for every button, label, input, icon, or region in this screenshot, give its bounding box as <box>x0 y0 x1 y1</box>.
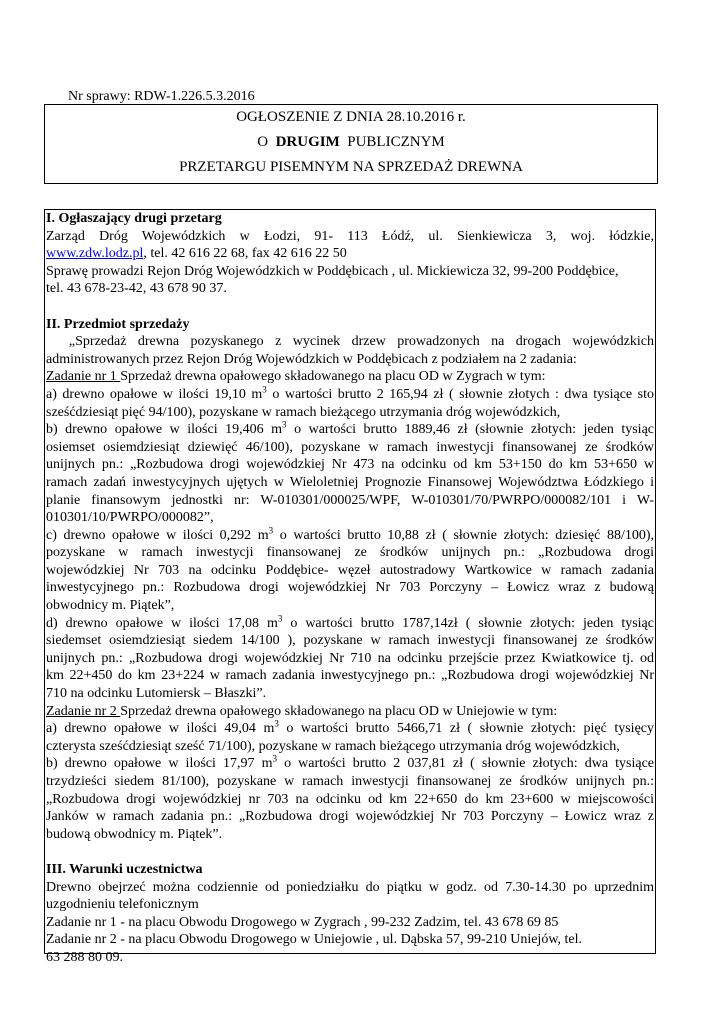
section-3-line-5: 63 288 80 09. <box>46 949 123 965</box>
item-2b-line-4: Janków w ramach zadania pn.: „Rozbudowa drogi wojewódzkiej Nr 703 Porczyny – Łowicz wraz z <box>46 809 654 825</box>
section-3-line-4: Zadanie nr 2 - na placu Obwodu Drogowego w Uniejowie , ul. Dąbska 57, 99-210 Uniejów, tel. <box>46 932 583 948</box>
section-3-line-1: Drewno obejrzeć można codziennie od poniedziałku do piątku w godz. od 7.30-14.30 po uprzednim <box>46 879 654 895</box>
section-1-heading: I. Ogłaszający drugi przetarg <box>46 211 222 226</box>
item-2b-line-1: b) drewno opałowe w ilości 17,97 $m^3$ o wartości brutto 2 037,81 zł ( słownie złotych: dwa tysiące <box>46 753 654 772</box>
website-link[interactable]: www.zdw.lodz.pl <box>46 246 144 262</box>
item-2b-line-5: budową obwodnicy m. Piątek”. <box>46 826 223 842</box>
item-1c-line-3: wojewódzkiej Nr 703 na odcinku Poddębice- węzeł autostradowy Wartkowice w ramach zadania <box>46 562 654 578</box>
item-2a-line-1: a) drewno opałowe w ilości 49,04 $m^3$ o wartości brutto 5466,71 zł ( słownie złotych: pięć tysięcy <box>46 718 654 737</box>
item-1d-line-1: d) drewno opałowe w ilości 17,08 $m^3$ o wartości brutto 1787,14zł ( słownie złotych: jeden tysiąc <box>46 613 654 631</box>
item-1b-line-1: b) drewno opałowe w ilości 19,406 $m^3$ o wartości brutto 1889,46 zł (słownie złotych: jeden tysiąc <box>46 419 654 438</box>
case-number: Nr sprawy: RDW-1.226.5.3.2016 <box>68 89 255 104</box>
item-2b-line-3: „Rozbudowa drogi wojewódzkiej nr 703 na odcinku od km 22+650 do km 23+600 w miejscowości <box>46 791 654 807</box>
announcement-content <box>44 209 656 965</box>
section-2-intro-1: „Sprzedaż drewna pozyskanego z wycinek drzew prowadzonych na drogach wojewódzkich <box>46 334 654 350</box>
title-line-2 <box>45 130 657 155</box>
section-1-line-3: Sprawę prowadzi Rejon Dróg Wojewódzkich w Poddębicach , ul. Mickiewicza 32, 99-200 Poddębice, <box>46 263 619 279</box>
task-2-label: Zadanie nr 2 <box>46 703 121 719</box>
item-2a-line-2: czterysta sześćdziesiąt sześć 71/100), pozyskane w ramach bieżącego utrzymania dróg wojewódzkich, <box>46 738 620 754</box>
announcement-title-box <box>44 104 658 184</box>
item-1c-line-4: inwestycyjnego pn.: Rozbudowa drogi wojewódzkiej Nr 703 Porczyny – Łowicz wraz z budową <box>46 580 654 596</box>
task-2-desc: Sprzedaż drewna opałowego składowanego na placu OD w Uniejowie w tym: <box>120 703 558 719</box>
item-1b-line-5: planie finansowym jednostki nr: W-010301/000025/WPF, W-010301/70/PWRPO/000082/101 i W- <box>46 492 654 508</box>
title-line-3: PRZETARGU PISEMNYM NA SPRZEDAŻ DREWNA <box>179 159 523 175</box>
item-1d-line-4: km 22+450 do km 23+224 w ramach zadania inwestycyjnego pn.: „Rozbudowa drogi wojewódzkiej Nr <box>46 668 654 684</box>
section-1-line-1: Zarząd Dróg Wojewódzkich w Łodzi, 91- 113 Łódź, ul. Sienkiewicza 3, woj. łódzkie, <box>46 228 654 244</box>
title-line-2-pre: O <box>257 134 276 150</box>
section-1-contact: , tel. 42 616 22 68, fax 42 616 22 50 <box>143 246 347 262</box>
item-1d-line-3: unijnych pn.: „Rozbudowa drogi wojewódzkiej Nr 710 na odcinku przejście przez Kwiatkowice tj. od <box>46 650 654 666</box>
section-1-line-4: tel. 43 678-23-42, 43 678 90 37. <box>46 281 227 297</box>
title-line-2-post: PUBLICZNYM <box>339 134 445 150</box>
task-1-header <box>46 368 654 386</box>
item-1b-line-3: unijnych pn.: „Rozbudowa drogi wojewódzkiej Nr 473 na odcinku od km 53+150 do km 53+650 w <box>46 457 654 473</box>
item-1c-line-2: pozyskane w ramach inwestycji finansowanej ze środków unijnych pn.: „Rozbudowa drogi <box>46 545 654 561</box>
item-1a-line-1: a) drewno opałowe w ilości 19,10 $m^3$ o wartości brutto 2 165,94 zł ( słownie złotych : dwa tysiące sto <box>46 384 654 402</box>
item-1b-line-2: osiemset osiemdziesiąt dziewięć 46/100), pozyskane w ramach inwestycji finansowanej ze środków <box>46 439 654 455</box>
item-1c-line-5: obwodnicy m. Piątek”, <box>46 598 175 614</box>
section-3-line-3: Zadanie nr 1 - na placu Obwodu Drogowego w Zygrach , 99-232 Zadzim, tel. 43 678 69 85 <box>46 914 559 930</box>
item-1b-line-6: 010301/10/PWRPO/000082”, <box>46 510 214 526</box>
title-line-2-bold: DRUGIM <box>275 134 340 150</box>
section-3-line-2: uzgodnieniu telefonicznym <box>46 897 199 913</box>
task-2-header <box>46 703 654 721</box>
task-1-desc: Sprzedaż drewna opałowego składowanego na placu OD w Zygrach w tym: <box>120 369 546 385</box>
item-2b-line-2: trzydzieści siedem 81/100), pozyskane w ramach inwestycji finansowanej ze środków unijnych pn.: <box>46 774 654 789</box>
item-1b-line-4: ramach zadań inwestycyjnych ujętych w Wieloletniej Prognozie Finansowej Województwa Łódzkiego i <box>46 474 654 490</box>
section-2-heading: II. Przedmiot sprzedaży <box>46 316 190 332</box>
section-1-line-2 <box>46 245 654 263</box>
item-1c-line-1: c) drewno opałowe w ilości 0,292 $m^3$ o wartości brutto 10,88 zł ( słownie złotych: dziesięć 88/100), <box>46 525 654 543</box>
item-1d-line-2: siedemset osiemdziesiąt siedem 14/100 ), pozyskane w ramach inwestycji finansowanej ze środków <box>46 633 654 649</box>
task-1-label: Zadanie nr 1 <box>46 369 121 385</box>
section-3-heading: III. Warunki uczestnictwa <box>46 861 203 877</box>
title-line-1: OGŁOSZENIE Z DNIA 28.10.2016 r. <box>236 109 466 125</box>
item-1d-line-5: 710 na odcinku Lutomiersk – Błaszki”. <box>46 686 267 702</box>
item-1a-line-2: sześćdziesiąt pięć 94/100), pozyskane w ramach bieżącego utrzymania dróg wojewódzkich, <box>46 404 561 420</box>
section-2-intro-2: administrowanych przez Rejon Dróg Wojewódzkich w Poddębicach z podziałem na 2 zadania: <box>46 351 577 367</box>
